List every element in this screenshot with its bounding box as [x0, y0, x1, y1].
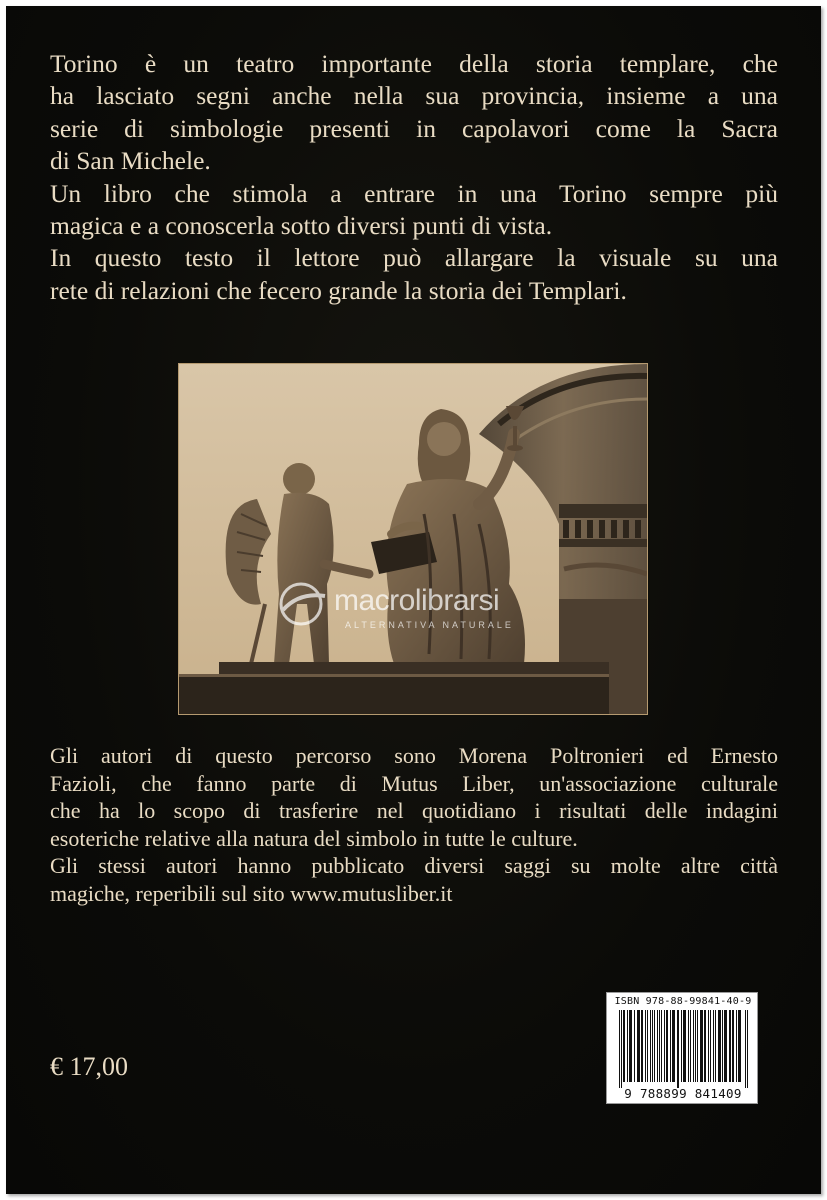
barcode-bar	[654, 1010, 655, 1082]
ean-digits: 9 788899 841409	[624, 1086, 742, 1101]
statue-photo	[178, 363, 648, 715]
barcode-bar	[683, 1010, 686, 1082]
barcode-bar	[708, 1010, 709, 1082]
text-line: magiche, reperibili sul sito www.mutusliber.it	[50, 880, 453, 906]
text-line: Fazioli, che fanno parte di Mutus Liber, un'associazione culturale	[50, 770, 778, 796]
barcode-bar	[700, 1010, 703, 1082]
barcode-bar	[670, 1010, 671, 1082]
barcode-bar	[661, 1010, 662, 1082]
text-line: Gli stessi autori hanno pubblicato diversi saggi su molte altre città	[50, 853, 778, 879]
description-paragraph	[50, 48, 778, 307]
barcode-bar	[629, 1010, 632, 1082]
barcode-bar	[659, 1010, 660, 1082]
text-line: esoteriche relative alla natura del simbolo in tutte le culture.	[50, 825, 578, 851]
barcode-bar	[738, 1010, 741, 1082]
text-line: Gli autori di questo percorso sono Morena Poltronieri ed Ernesto	[50, 743, 778, 768]
barcode-bar	[688, 1010, 689, 1082]
book-back-cover	[6, 6, 821, 1194]
text-line: ha lasciato segni anche nella sua provincia, insieme a una	[50, 81, 778, 111]
barcode-bar	[713, 1010, 714, 1082]
price-label: € 17,00	[50, 1052, 128, 1081]
barcode-bar	[729, 1010, 731, 1082]
isbn-label: ISBN 978-88-99841-40-9	[614, 996, 752, 1007]
text-line: rete di relazioni che fecero grande la storia dei Templari.	[50, 275, 627, 305]
barcode-bar	[690, 1010, 691, 1082]
barcode-bar	[637, 1010, 640, 1082]
barcode-bar	[650, 1010, 651, 1082]
barcode-bars	[615, 1010, 753, 1088]
barcode-bar	[645, 1010, 646, 1082]
barcode-bar	[710, 1010, 711, 1082]
text-line: che ha lo scopo di trasferire nel quotidiano i risultati delle indagini	[50, 798, 778, 824]
barcode-bar	[697, 1010, 698, 1082]
barcode-bar	[732, 1010, 734, 1082]
barcode-bar	[672, 1010, 675, 1082]
barcode-bar	[621, 1010, 622, 1088]
barcode-bar	[745, 1010, 746, 1088]
barcode-bar	[623, 1010, 625, 1082]
barcode-bar	[652, 1010, 653, 1082]
barcode-bar	[641, 1010, 643, 1082]
barcode-bar	[664, 1010, 665, 1082]
text-line: magica e a conoscerla sotto diversi punti di vista.	[50, 211, 553, 241]
authors-paragraph	[50, 742, 778, 908]
barcode-bar	[666, 1010, 668, 1082]
barcode-bar	[619, 1010, 620, 1088]
text-line: serie di simbologie presenti in capolavori come la Sacra	[50, 113, 778, 143]
barcode-bar	[657, 1010, 658, 1082]
barcode-bar	[722, 1010, 723, 1082]
watermark-brand: macrolibrarsi	[334, 584, 500, 617]
barcode-bar	[647, 1010, 648, 1082]
statue-illustration	[179, 364, 647, 714]
text-line: Un libro che stimola a entrare in una Torino sempre più	[50, 178, 778, 208]
barcode-bar	[695, 1010, 696, 1082]
barcode-bar	[747, 1010, 748, 1088]
barcode-bar	[693, 1010, 694, 1082]
barcode-bar	[718, 1010, 721, 1082]
text-line: di San Michele.	[50, 146, 211, 176]
barcode-bar	[715, 1010, 716, 1082]
watermark-tagline: ALTERNATIVA NATURALE	[345, 620, 514, 630]
barcode-bar	[724, 1010, 727, 1082]
barcode-bar	[677, 1010, 679, 1088]
barcode-bar	[736, 1010, 737, 1082]
barcode-bar	[634, 1010, 635, 1082]
text-line: In questo testo il lettore può allargare la visuale su una	[50, 243, 778, 273]
barcode-bar	[704, 1010, 706, 1082]
text-line: Torino è un teatro importante della storia templare, che	[50, 49, 778, 78]
barcode	[606, 992, 758, 1104]
barcode-bar	[627, 1010, 628, 1082]
barcode-bar	[681, 1010, 682, 1082]
